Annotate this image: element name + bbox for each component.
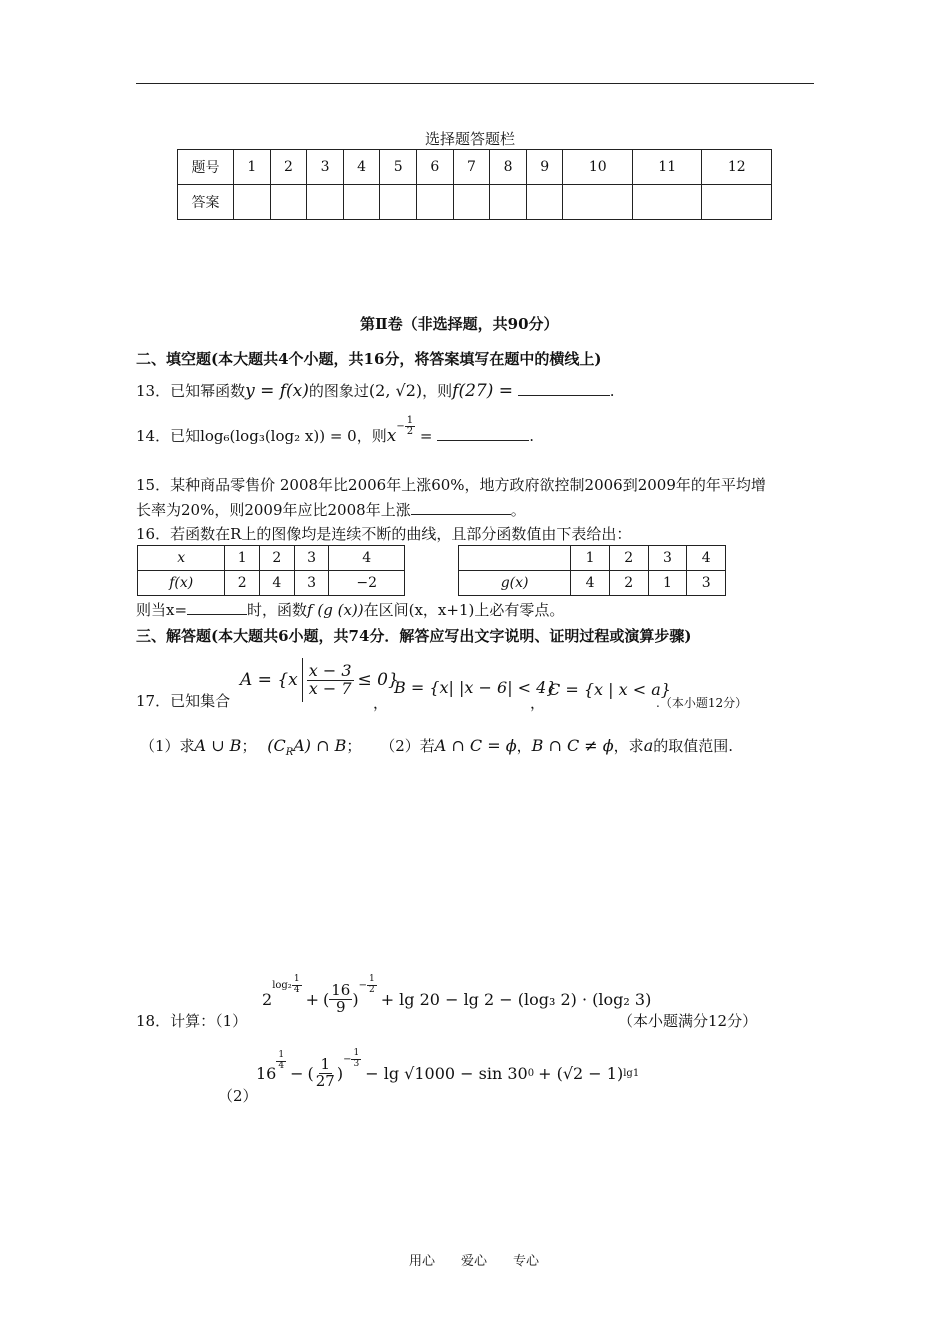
- f-table-row-x: [138, 546, 405, 571]
- q18-e1-exp-num: 1: [293, 974, 300, 985]
- f-table-cell: 3: [294, 546, 329, 571]
- f-table-cell: 4: [260, 571, 295, 596]
- q18-e1-plus: +: [305, 989, 319, 1009]
- answer-cell[interactable]: [343, 185, 380, 220]
- q18-e2-open-paren: (: [307, 1063, 314, 1083]
- f-table-cell: 4: [329, 546, 405, 571]
- question-13: [136, 380, 615, 401]
- question-number-cell: 2: [270, 150, 307, 185]
- q18-prefix: 18．计算：（1）: [136, 1012, 248, 1030]
- q18-e2-last: + (√2 − 1): [538, 1063, 624, 1083]
- q14-exponent: [396, 414, 415, 437]
- q13-point: (2, √2): [368, 381, 423, 400]
- q17-set-a-bar: [302, 658, 303, 702]
- f-table-cell: 1: [225, 546, 260, 571]
- q14-exp-sign: −: [396, 421, 405, 432]
- g-table-cell: g(x): [459, 571, 571, 596]
- q18-e2-power2-frac: [351, 1049, 361, 1069]
- q18-e2-power-frac: [276, 1051, 286, 1071]
- q17-part1-label: （1）求: [140, 737, 195, 755]
- f-table-cell: −2: [329, 571, 405, 596]
- question-number-cell: 1: [234, 150, 271, 185]
- question-14: [136, 414, 535, 450]
- question-number-cell: 7: [453, 150, 490, 185]
- q13-end: .: [609, 382, 615, 400]
- q15-answer-blank[interactable]: [411, 500, 511, 515]
- f-table-cell: x: [138, 546, 225, 571]
- q18-score: （本小题满分12分）: [618, 1012, 758, 1030]
- q18-e1-open-paren: (: [322, 989, 330, 1009]
- q13-func: y = f(x): [245, 381, 309, 401]
- answer-table-header-label: 题号: [178, 150, 234, 185]
- q17-expr2-open: (C: [267, 736, 286, 755]
- q18-e2-power2-sign: −: [343, 1053, 352, 1065]
- q16-tail-func: f (g (x)): [307, 601, 364, 619]
- q18-e1-exp-den: 4: [293, 984, 300, 995]
- question-number-cell: 3: [307, 150, 344, 185]
- q17-expr-complement: [267, 736, 347, 759]
- q14-exp-num: 1: [406, 414, 414, 426]
- answer-table-caption: 选择题答题栏: [425, 130, 516, 148]
- g-table-row-gx: [459, 571, 726, 596]
- q17-expr2-rest: A) ∩ B: [293, 736, 347, 755]
- q18-e2-frac-num: 1: [320, 1054, 331, 1073]
- q14-base: x: [386, 426, 397, 446]
- q17-cond2: B ∩ C ≠ ϕ: [531, 736, 614, 755]
- q16-tail-c: 在区间(x，x+1)上必有零点。: [363, 601, 565, 619]
- q17-part2-end: 的取值范围.: [653, 737, 734, 755]
- q14-then: ，则: [356, 427, 387, 445]
- answer-cell[interactable]: [526, 185, 563, 220]
- q15-line2-wrap: [136, 499, 526, 520]
- answer-table-answer-row: [178, 185, 772, 220]
- q14-exp-frac: [405, 416, 415, 438]
- f-table-cell: f(x): [138, 571, 225, 596]
- q18-e1-close-paren: ): [352, 989, 359, 1009]
- q18-e1-exp: log₂: [272, 979, 292, 991]
- q18-e1-power-num: 1: [368, 974, 375, 985]
- answer-cell[interactable]: [632, 185, 701, 220]
- q17-score: .（本小题12分）: [656, 696, 748, 710]
- q18-e1-frac-den: 9: [335, 997, 346, 1016]
- question-number-cell: 9: [526, 150, 563, 185]
- q18-e2-base: 16: [256, 1063, 277, 1083]
- q18-e1-exponent: [272, 975, 301, 995]
- q14-expr: log₆(log₃(log₂ x)) = 0: [200, 427, 357, 445]
- f-table-cell: 3: [294, 571, 329, 596]
- footer-item: 专心: [513, 1254, 540, 1269]
- question-number-cell: 10: [563, 150, 632, 185]
- answer-cell[interactable]: [563, 185, 632, 220]
- q14-end: .: [529, 427, 535, 445]
- g-table-cell: 4: [571, 571, 610, 596]
- q18-e2-power2: [343, 1049, 361, 1069]
- q18-e2-power-den: 4: [278, 1060, 285, 1071]
- q18-e1-frac: [329, 980, 352, 1016]
- q18-e2-power2-num: 1: [353, 1048, 360, 1059]
- section2-heading: 二、填空题(本大题共4个小题，共16分，将答案填写在题中的横线上): [136, 350, 602, 368]
- q18-expr1: [262, 974, 651, 1024]
- answer-cell[interactable]: [417, 185, 454, 220]
- q18-e2-power2-den: 3: [353, 1058, 360, 1069]
- q17-set-c: C = {x | x < a}: [548, 680, 671, 699]
- g-table-cell: 3: [648, 546, 687, 571]
- question-number-cell: 12: [702, 150, 772, 185]
- answer-table-number-row: [178, 150, 772, 185]
- q18-e1-exp-frac: [292, 975, 302, 995]
- q14-answer-blank[interactable]: [437, 426, 529, 441]
- g-table-cell: 2: [609, 546, 648, 571]
- q18-e1-rest: + lg 20 − lg 2 − (log₃ 2) · (log₂ 3): [380, 989, 652, 1009]
- footer-item: 用心: [409, 1254, 436, 1269]
- answer-table: [177, 149, 772, 220]
- q17-expr-union: A ∪ B: [194, 736, 242, 755]
- question-number-cell: 6: [417, 150, 454, 185]
- q17-sep1: ；: [241, 737, 257, 755]
- q17-sep2: ；: [346, 737, 362, 755]
- g-table-cell: 3: [687, 571, 726, 596]
- answer-cell[interactable]: [453, 185, 490, 220]
- q17-sep3: ，: [516, 737, 532, 755]
- q18-e1-power-den: 2: [368, 984, 375, 995]
- q13-then: ，则: [422, 382, 453, 400]
- q17-var: a: [643, 736, 654, 755]
- answer-cell[interactable]: [234, 185, 271, 220]
- q17-set-a-right: ≤ 0}: [357, 670, 399, 690]
- q18-e2-frac: [314, 1054, 337, 1090]
- q18-e2-close-paren: ): [336, 1063, 344, 1083]
- q13-ask: f(27) =: [452, 381, 513, 401]
- q16-tail: [136, 599, 564, 620]
- q18-expr2: [256, 1048, 639, 1098]
- g-table-cell: 4: [687, 546, 726, 571]
- header-rule: [136, 83, 814, 84]
- answer-table-answer-label: 答案: [178, 185, 234, 220]
- answer-cell[interactable]: [307, 185, 344, 220]
- q18-e2-minus: −: [290, 1063, 304, 1083]
- q17-set-a-num: x − 3: [308, 660, 352, 680]
- answer-cell[interactable]: [270, 185, 307, 220]
- q16-tail-a: 则当x=: [136, 601, 188, 619]
- q18-e2-degree: 0: [527, 1067, 535, 1079]
- g-table-cell: 1: [648, 571, 687, 596]
- q17-sep4: ，求: [613, 737, 644, 755]
- q17-cond1: A ∩ C = ϕ: [434, 736, 517, 755]
- q14-prefix: 14．已知: [136, 427, 201, 445]
- q18-e1-power: [359, 975, 377, 995]
- q13-answer-blank[interactable]: [518, 381, 610, 396]
- g-table-cell: [459, 546, 571, 571]
- q16-answer-blank[interactable]: [187, 600, 247, 615]
- q18-e1-frac-num: 16: [331, 980, 351, 999]
- q17-set-a-den: x − 7: [308, 678, 352, 698]
- q16-intro: 16．若函数在R上的图像均是连续不断的曲线，且部分函数值由下表给出：: [136, 525, 632, 543]
- q17-set-a-frac: [307, 660, 354, 698]
- question-number-cell: 4: [343, 150, 380, 185]
- q18-e2-last-exp: lg1: [623, 1067, 640, 1079]
- q17-parts: [140, 735, 733, 758]
- q14-eq: =: [419, 427, 433, 445]
- question-number-cell: 11: [632, 150, 701, 185]
- q18-e2-rest: − lg √1000 − sin 30: [365, 1063, 528, 1083]
- q17-set-b: B = {x| |x − 6| < 4}: [394, 678, 557, 697]
- q14-exp-den: 2: [406, 426, 414, 437]
- q15-line1: 15．某种商品零售价 2008年比2006年上涨60%，地方政府欲控制2006到2009年的年平均增: [136, 476, 766, 494]
- answer-cell[interactable]: [380, 185, 417, 220]
- q13-prefix: 13．已知幂函数: [136, 382, 246, 400]
- g-table-row-x: [459, 546, 726, 571]
- section3-heading: 三、解答题(本大题共6小题，共74分．解答应写出文字说明、证明过程或演算步骤): [136, 627, 692, 645]
- question-number-cell: 8: [490, 150, 527, 185]
- f-table-cell: 2: [225, 571, 260, 596]
- f-table-cell: 2: [260, 546, 295, 571]
- q18-e2-power-num: 1: [278, 1050, 285, 1061]
- q18-e1-power-frac: [367, 975, 377, 995]
- q17-part2-label: （2）若: [380, 737, 435, 755]
- g-table-cell: 1: [571, 546, 610, 571]
- q18-e2-frac-den: 27: [315, 1071, 335, 1090]
- answer-cell[interactable]: [702, 185, 772, 220]
- q17-expr2-sub: R: [285, 747, 294, 759]
- g-value-table: [458, 545, 726, 596]
- q15-line2: 长率为20%，则2009年应比2008年上涨: [136, 501, 411, 519]
- footer-item: 爱心: [461, 1254, 488, 1269]
- g-table-cell: 2: [609, 571, 648, 596]
- q13-mid: 的图象过: [308, 382, 369, 400]
- q17-comma2: ，: [530, 694, 546, 712]
- answer-cell[interactable]: [490, 185, 527, 220]
- q15-end: 。: [510, 501, 526, 519]
- q18-e1-base: 2: [262, 989, 273, 1009]
- q16-tail-b: 时，函数: [247, 601, 308, 619]
- part2-title: 第Ⅱ卷（非选择题，共90分）: [360, 315, 559, 333]
- q17-comma1: ，: [373, 694, 389, 712]
- f-value-table: [137, 545, 405, 596]
- q17-set-a-left: A = {x: [240, 670, 298, 690]
- q18-e1-power-sign: −: [358, 979, 367, 991]
- q17-prefix: 17．已知集合: [136, 692, 231, 710]
- f-table-row-fx: [138, 571, 405, 596]
- q18-part2-label: （2）: [218, 1087, 258, 1105]
- question-number-cell: 5: [380, 150, 417, 185]
